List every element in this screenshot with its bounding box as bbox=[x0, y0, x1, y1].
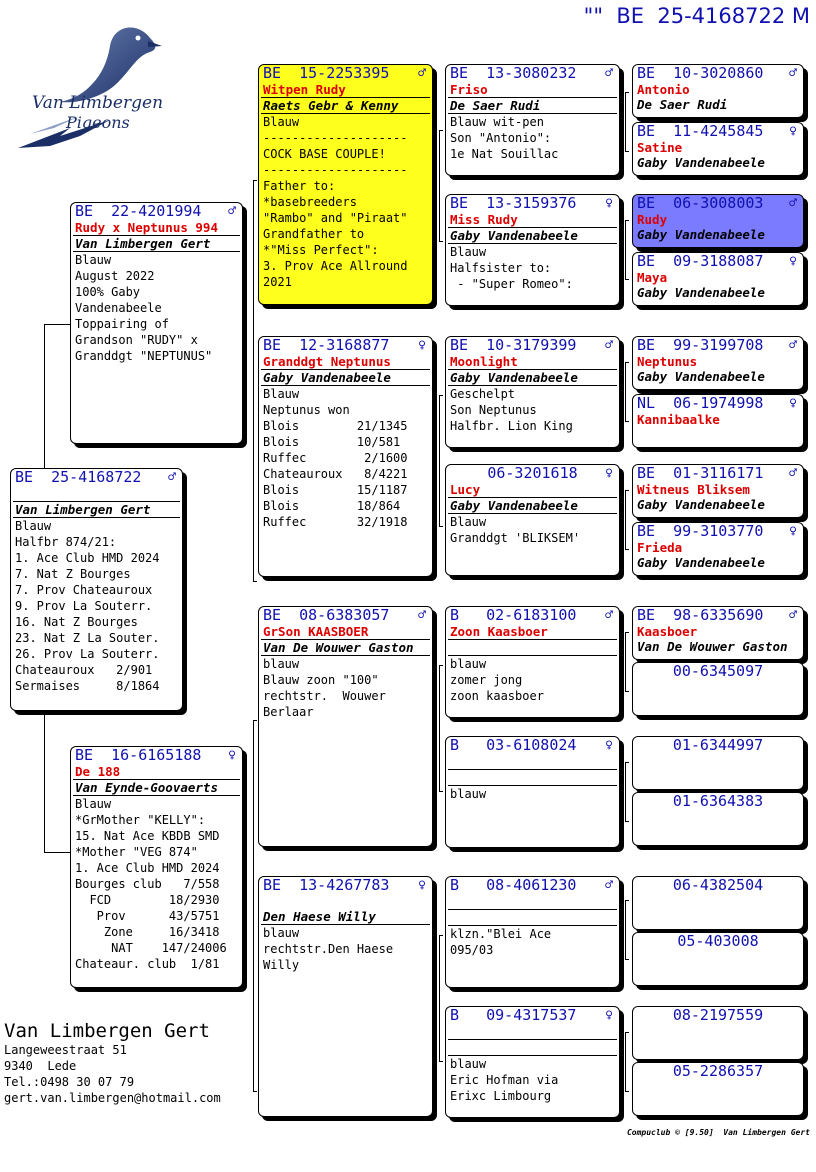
note-line: -------------------- bbox=[263, 131, 408, 145]
connector bbox=[44, 324, 70, 325]
sex-symbol-icon: ♀ bbox=[789, 396, 797, 411]
note-line: "Rambo" and "Piraat" bbox=[263, 211, 408, 225]
pigeon-name: Antonio bbox=[637, 82, 690, 97]
note-line: Toppairing of bbox=[75, 317, 169, 331]
sex-symbol-icon: ♂ bbox=[789, 196, 797, 211]
pigeon-card-g3[interactable] bbox=[632, 194, 804, 248]
note-line: 1. Ace Club HMD 2024 bbox=[15, 551, 160, 565]
ring-number bbox=[633, 337, 803, 354]
owner-name: Gaby Vandenabeele bbox=[637, 227, 765, 242]
pigeon-card-g2[interactable] bbox=[632, 122, 804, 176]
ring-number bbox=[633, 793, 803, 810]
ring-number-text: BE 99-3103770 bbox=[637, 522, 764, 540]
pigeon-card-ff[interactable] bbox=[258, 64, 433, 305]
pigeon-card-mff[interactable] bbox=[445, 606, 620, 718]
owner-name: Gaby Vandenabeele bbox=[263, 370, 391, 385]
connector bbox=[44, 712, 45, 852]
pigeon-card-mmf[interactable] bbox=[445, 876, 620, 988]
note-line: Vandenabeele bbox=[75, 301, 162, 315]
note-line: *"Miss Perfect": bbox=[263, 243, 379, 257]
logo-line1: Van Limbergen bbox=[32, 93, 164, 113]
ring-number-text: BE 99-3199708 bbox=[637, 336, 764, 354]
pigeon-card-fff[interactable] bbox=[445, 64, 620, 176]
ring-number bbox=[446, 1007, 619, 1024]
ring-number bbox=[633, 123, 803, 140]
owner-name: Van De Wouwer Gaston bbox=[263, 640, 414, 655]
ring-number-text: BE 25-4168722 bbox=[15, 468, 142, 486]
logo-line2: Pigeons bbox=[66, 113, 130, 132]
pigeon-card-m1[interactable] bbox=[70, 746, 243, 988]
ring-number bbox=[71, 203, 242, 220]
ring-number-text: 06-4382504 bbox=[672, 876, 764, 894]
ring-number-text: BE 06-3008003 bbox=[637, 194, 764, 212]
pigeon-card-mf[interactable] bbox=[258, 606, 433, 847]
software-credit: Compuclub © [9.50] Van Limbergen Gert bbox=[626, 1128, 810, 1137]
sex-symbol-icon: ♀ bbox=[418, 878, 426, 893]
pigeon-notes bbox=[71, 252, 242, 364]
note-line: klzn."Blei Ace bbox=[450, 927, 552, 941]
note-line: COCK BASE COUPLE! bbox=[263, 147, 386, 161]
pigeon-card-ffm[interactable] bbox=[445, 194, 620, 306]
ring-number-text: B 09-4317537 bbox=[450, 1006, 577, 1024]
ring-number bbox=[446, 465, 619, 482]
owner-name bbox=[446, 1040, 619, 1055]
ring-number bbox=[446, 607, 619, 624]
note-line: Berlaar bbox=[263, 705, 314, 719]
sex-symbol-icon: ♀ bbox=[789, 524, 797, 539]
note-line: 23. Nat Z La Souter. bbox=[15, 631, 160, 645]
pigeon-card-fm[interactable] bbox=[258, 336, 433, 577]
pigeon-notes bbox=[446, 786, 619, 802]
sex-symbol-icon: ♂ bbox=[605, 878, 613, 893]
pigeon-name: Rudy bbox=[637, 212, 668, 227]
note-line: Chateauroux 2/901 bbox=[15, 663, 153, 677]
note-line: rechtstr.Den Haese bbox=[263, 942, 394, 956]
pigeon-card-fmf[interactable] bbox=[445, 336, 620, 448]
note-line: blauw bbox=[450, 1057, 487, 1071]
note-line: Blauw bbox=[263, 387, 300, 401]
connector bbox=[439, 130, 443, 242]
ring-number-text: BE 15-2253395 bbox=[263, 64, 390, 82]
pigeon-notes bbox=[446, 1056, 619, 1104]
note-line: Son "Antonio": bbox=[450, 131, 552, 145]
note-line: Chateaur. club 1/81 bbox=[75, 957, 220, 971]
note-line: Father to: bbox=[263, 179, 336, 193]
note-line: Grandson "RUDY" x bbox=[75, 333, 198, 347]
ring-number bbox=[259, 877, 432, 894]
note-line: Blauw zoon "100" bbox=[263, 673, 379, 687]
ring-number-text: NL 06-1974998 bbox=[637, 394, 764, 412]
sex-symbol-icon: ♂ bbox=[605, 66, 613, 81]
pigeon-notes bbox=[259, 925, 432, 973]
breeder-contact bbox=[4, 1020, 264, 1106]
pigeon-logo-icon bbox=[10, 16, 170, 176]
pigeon-notes bbox=[259, 386, 432, 530]
sex-symbol-icon: ♂ bbox=[605, 338, 613, 353]
sex-symbol-icon: ♂ bbox=[789, 466, 797, 481]
ring-number-text: BE 22-4201994 bbox=[75, 202, 202, 220]
note-line: Willy bbox=[263, 958, 300, 972]
sex-symbol-icon: ♀ bbox=[605, 466, 613, 481]
connector bbox=[625, 92, 629, 152]
owner-name: Gaby Vandenabeele bbox=[637, 155, 765, 170]
note-line: Granddgt "NEPTUNUS" bbox=[75, 349, 213, 363]
owner-name bbox=[446, 640, 619, 655]
pigeon-card-mm[interactable] bbox=[258, 876, 433, 1117]
ring-number-text: 05-403008 bbox=[677, 932, 759, 950]
ring-number-text: BE 01-3116171 bbox=[637, 464, 764, 482]
note-line: Blauw bbox=[263, 115, 300, 129]
pigeon-notes bbox=[446, 926, 619, 958]
owner-name: Van Eynde-Goovaerts bbox=[75, 780, 218, 795]
owner-name: Van De Wouwer Gaston bbox=[637, 639, 788, 654]
note-line: *basebreeders bbox=[263, 195, 357, 209]
ring-number bbox=[633, 607, 803, 624]
pigeon-card-g1[interactable] bbox=[632, 64, 804, 118]
pigeon-name: Witneus Bliksem bbox=[637, 482, 750, 497]
ring-number bbox=[259, 65, 432, 82]
ring-number bbox=[446, 737, 619, 754]
pigeon-notes bbox=[446, 244, 619, 292]
connector bbox=[625, 762, 629, 822]
connector bbox=[625, 362, 629, 422]
connector bbox=[439, 665, 443, 792]
ring-number bbox=[259, 337, 432, 354]
note-line: Blauw bbox=[450, 515, 487, 529]
pigeon-card-p0[interactable] bbox=[10, 468, 183, 711]
pigeon-name bbox=[446, 1024, 619, 1039]
sex-symbol-icon: ♂ bbox=[418, 66, 426, 81]
pigeon-card-f1[interactable] bbox=[70, 202, 243, 444]
pigeon-name bbox=[446, 894, 619, 909]
connector bbox=[253, 180, 257, 582]
pigeon-name: Lucy bbox=[450, 482, 481, 497]
owner-name: Van Limbergen Gert bbox=[75, 236, 211, 251]
pigeon-name: Kaasboer bbox=[637, 624, 698, 639]
pigeon-name: De 188 bbox=[75, 764, 121, 779]
ring-number-text: BE 16-6165188 bbox=[75, 746, 202, 764]
connector bbox=[625, 632, 629, 692]
ring-number bbox=[633, 877, 803, 894]
pigeon-name: Rudy x Neptunus 994 bbox=[75, 220, 218, 235]
note-line: 26. Prov La Souterr. bbox=[15, 647, 160, 661]
owner-name bbox=[446, 910, 619, 925]
note-line: 100% Gaby bbox=[75, 285, 141, 299]
sex-symbol-icon: ♀ bbox=[228, 748, 236, 763]
ring-number-text: B 08-4061230 bbox=[450, 876, 577, 894]
note-line: Blauw bbox=[15, 519, 52, 533]
pigeon-card-fmm[interactable] bbox=[445, 464, 620, 576]
ring-number bbox=[633, 395, 803, 412]
ring-number bbox=[71, 747, 242, 764]
note-line: Son Neptunus bbox=[450, 403, 537, 417]
note-line: Halfbr. Lion King bbox=[450, 419, 573, 433]
ring-number-text: B 03-6108024 bbox=[450, 736, 577, 754]
pigeon-card-g15[interactable] bbox=[632, 1006, 804, 1060]
ring-number-text: BE 13-4267783 bbox=[263, 876, 390, 894]
note-line: - "Super Romeo": bbox=[450, 277, 573, 291]
sex-symbol-icon: ♀ bbox=[789, 124, 797, 139]
pigeon-name: Satine bbox=[637, 140, 683, 155]
sex-symbol-icon: ♀ bbox=[789, 254, 797, 269]
owner-name: Gaby Vandenabeele bbox=[637, 555, 765, 570]
pedigree-title: "" BE 25-4168722 M bbox=[583, 4, 810, 28]
pigeon-name bbox=[446, 754, 619, 769]
note-line: 095/03 bbox=[450, 943, 494, 957]
connector bbox=[44, 324, 45, 470]
note-line: Halfsister to: bbox=[450, 261, 552, 275]
ring-number bbox=[633, 933, 803, 950]
sex-symbol-icon: ♀ bbox=[605, 738, 613, 753]
pigeon-card-g12[interactable] bbox=[632, 792, 804, 846]
note-line: Blois 10/581 bbox=[263, 435, 401, 449]
owner-name: De Saer Rudi bbox=[450, 98, 541, 113]
ring-number bbox=[259, 607, 432, 624]
note-line: 9. Prov La Souterr. bbox=[15, 599, 153, 613]
ring-number bbox=[446, 65, 619, 82]
note-line: Blauw bbox=[75, 253, 112, 267]
pigeon-notes bbox=[446, 656, 619, 704]
ring-number bbox=[446, 337, 619, 354]
pigeon-name: Maya bbox=[637, 270, 668, 285]
owner-name: Gaby Vandenabeele bbox=[450, 228, 578, 243]
note-line: Sermaises 8/1864 bbox=[15, 679, 160, 693]
pigeon-card-mfm[interactable] bbox=[445, 736, 620, 848]
owner-name: Gaby Vandenabeele bbox=[450, 370, 578, 385]
sex-symbol-icon: ♂ bbox=[418, 608, 426, 623]
ring-number-text: BE 11-4245845 bbox=[637, 122, 764, 140]
breeder-address-line: Langeweestraat 51 bbox=[4, 1043, 127, 1057]
note-line: Chateauroux 8/4221 bbox=[263, 467, 408, 481]
connector bbox=[625, 220, 629, 280]
sex-symbol-icon: ♀ bbox=[418, 338, 426, 353]
note-line: Prov 43/5751 bbox=[75, 909, 220, 923]
sex-symbol-icon: ♂ bbox=[789, 66, 797, 81]
ring-number bbox=[446, 877, 619, 894]
pigeon-notes bbox=[71, 796, 242, 972]
ring-number bbox=[633, 737, 803, 754]
note-line: 1. Ace Club HMD 2024 bbox=[75, 861, 220, 875]
sex-symbol-icon: ♂ bbox=[605, 608, 613, 623]
sex-symbol-icon: ♀ bbox=[605, 1008, 613, 1023]
ring-number-text: BE 10-3020860 bbox=[637, 64, 764, 82]
pigeon-name: Zoon Kaasboer bbox=[450, 624, 548, 639]
note-line: -------------------- bbox=[263, 163, 408, 177]
note-line: August 2022 bbox=[75, 269, 155, 283]
note-line: Geschelpt bbox=[450, 387, 516, 401]
note-line: Zone 16/3418 bbox=[75, 925, 220, 939]
owner-name: Gaby Vandenabeele bbox=[450, 498, 578, 513]
pigeon-card-g10[interactable] bbox=[632, 662, 804, 716]
pigeon-name: Friso bbox=[450, 82, 488, 97]
breeder-city-line: 9340 Lede bbox=[4, 1059, 77, 1073]
note-line: NAT 147/24006 bbox=[75, 941, 227, 955]
note-line: blauw bbox=[450, 657, 487, 671]
ring-number-text: 01-6344997 bbox=[672, 736, 764, 754]
note-line: Neptunus won bbox=[263, 403, 350, 417]
pigeon-name: Frieda bbox=[637, 540, 683, 555]
owner-name: Raets Gebr & Kenny bbox=[263, 98, 399, 113]
connector bbox=[439, 935, 443, 1062]
owner-name: Gaby Vandenabeele bbox=[637, 285, 765, 300]
note-line: 3. Prov Ace Allround bbox=[263, 259, 408, 273]
sex-symbol-icon: ♂ bbox=[789, 608, 797, 623]
pigeon-card-mmm[interactable] bbox=[445, 1006, 620, 1118]
ring-number-text: BE 10-3179399 bbox=[450, 336, 577, 354]
pigeon-card-g16[interactable] bbox=[632, 1062, 804, 1116]
note-line: Ruffec 2/1600 bbox=[263, 451, 408, 465]
pigeon-notes bbox=[11, 518, 182, 694]
ring-number-text: BE 09-3188087 bbox=[637, 252, 764, 270]
pigeon-card-g4[interactable] bbox=[632, 252, 804, 306]
note-line: Blauw bbox=[450, 245, 487, 259]
note-line: blauw bbox=[450, 787, 487, 801]
pigeon-notes bbox=[446, 114, 619, 162]
ring-number bbox=[633, 253, 803, 270]
connector bbox=[625, 1032, 629, 1092]
note-line: Ruffec 32/1918 bbox=[263, 515, 408, 529]
pigeon-notes bbox=[446, 514, 619, 546]
pigeon-name: Granddgt Neptunus bbox=[263, 354, 391, 369]
owner-name bbox=[446, 770, 619, 785]
sex-symbol-icon: ♂ bbox=[789, 338, 797, 353]
pigeon-name bbox=[11, 486, 182, 501]
breeder-phone-line: Tel.:0498 30 07 79 bbox=[4, 1075, 135, 1089]
sex-symbol-icon: ♀ bbox=[605, 196, 613, 211]
owner-name: Van Limbergen Gert bbox=[15, 502, 151, 517]
pigeon-card-g7[interactable] bbox=[632, 464, 804, 518]
pigeon-name: Moonlight bbox=[450, 354, 518, 369]
ring-number bbox=[633, 1007, 803, 1024]
ring-number-text: 01-6364383 bbox=[672, 792, 764, 810]
note-line: blauw bbox=[263, 657, 300, 671]
breeder-email-line[interactable]: gert.van.limbergen@hotmail.com bbox=[4, 1091, 221, 1105]
owner-name: Gaby Vandenabeele bbox=[637, 369, 765, 384]
ring-number bbox=[633, 195, 803, 212]
note-line: Blois 18/864 bbox=[263, 499, 401, 513]
pigeon-name: GrSon KAASBOER bbox=[263, 624, 369, 639]
note-line: Bourges club 7/558 bbox=[75, 877, 220, 891]
ring-number bbox=[11, 469, 182, 486]
ring-number-text: BE 12-3168877 bbox=[263, 336, 390, 354]
ring-number-text: 06-3201618 bbox=[487, 464, 578, 482]
note-line: FCD 18/2930 bbox=[75, 893, 220, 907]
pigeon-notes bbox=[259, 656, 432, 720]
note-line: blauw bbox=[263, 926, 300, 940]
pigeon-name: Neptunus bbox=[637, 354, 698, 369]
note-line: 15. Nat Ace KBDB SMD bbox=[75, 829, 220, 843]
note-line: *GrMother "KELLY": bbox=[75, 813, 206, 827]
note-line: Granddgt 'BLIKSEM' bbox=[450, 531, 581, 545]
ring-number bbox=[633, 663, 803, 680]
note-line: *Mother "VEG 874" bbox=[75, 845, 198, 859]
note-line: Eric Hofman via bbox=[450, 1073, 559, 1087]
pigeon-card-g5[interactable] bbox=[632, 336, 804, 390]
connector bbox=[44, 852, 70, 853]
ring-number bbox=[633, 1063, 803, 1080]
note-line: zomer jong bbox=[450, 673, 523, 687]
note-line: 7. Nat Z Bourges bbox=[15, 567, 131, 581]
note-line: rechtstr. Wouwer bbox=[263, 689, 386, 703]
sex-symbol-icon: ♂ bbox=[168, 470, 176, 485]
pigeon-name bbox=[259, 894, 432, 909]
pigeon-card-g14[interactable] bbox=[632, 932, 804, 986]
note-line: 16. Nat Z Bourges bbox=[15, 615, 138, 629]
ring-number bbox=[633, 523, 803, 540]
ring-number-text: 00-6345097 bbox=[672, 662, 764, 680]
sex-symbol-icon: ♂ bbox=[228, 204, 236, 219]
note-line: 7. Prov Chateauroux bbox=[15, 583, 153, 597]
pigeon-name: Witpen Rudy bbox=[263, 82, 346, 97]
connector bbox=[625, 490, 629, 550]
connector bbox=[625, 900, 629, 960]
note-line: Grandfather to bbox=[263, 227, 365, 241]
note-line: Blois 21/1345 bbox=[263, 419, 408, 433]
note-line: zoon kaasboer bbox=[450, 689, 544, 703]
owner-name: De Saer Rudi bbox=[637, 97, 728, 112]
logo bbox=[10, 16, 170, 176]
note-line: Blois 15/1187 bbox=[263, 483, 408, 497]
pigeon-name: Kannibaalke bbox=[637, 412, 720, 427]
ring-number-text: 05-2286357 bbox=[672, 1062, 764, 1080]
pigeon-card-g8[interactable] bbox=[632, 522, 804, 576]
pigeon-card-g9[interactable] bbox=[632, 606, 804, 660]
ring-number-text: B 02-6183100 bbox=[450, 606, 577, 624]
pigeon-card-g13[interactable] bbox=[632, 876, 804, 930]
ring-number-text: BE 13-3080232 bbox=[450, 64, 577, 82]
pigeon-notes bbox=[259, 114, 432, 290]
connector bbox=[439, 395, 443, 527]
ring-number bbox=[633, 65, 803, 82]
note-line: Blauw wit-pen bbox=[450, 115, 544, 129]
ring-number bbox=[446, 195, 619, 212]
ring-number-text: 08-2197559 bbox=[672, 1006, 764, 1024]
ring-number-text: BE 08-6383057 bbox=[263, 606, 390, 624]
note-line: Halfbr 874/21: bbox=[15, 535, 117, 549]
pigeon-notes bbox=[446, 386, 619, 434]
pigeon-name: Miss Rudy bbox=[450, 212, 518, 227]
owner-name: Den Haese Willy bbox=[263, 909, 376, 924]
note-line: Blauw bbox=[75, 797, 112, 811]
pigeon-card-g6[interactable] bbox=[632, 394, 804, 448]
ring-number bbox=[633, 465, 803, 482]
note-line: Erixc Limbourg bbox=[450, 1089, 552, 1103]
ring-number-text: BE 13-3159376 bbox=[450, 194, 577, 212]
owner-name: Gaby Vandenabeele bbox=[637, 497, 765, 512]
note-line: 2021 bbox=[263, 275, 292, 289]
pigeon-card-g11[interactable] bbox=[632, 736, 804, 790]
note-line: 1e Nat Souillac bbox=[450, 147, 559, 161]
ring-number-text: BE 98-6335690 bbox=[637, 606, 764, 624]
breeder-name: Van Limbergen Gert bbox=[4, 1020, 210, 1042]
